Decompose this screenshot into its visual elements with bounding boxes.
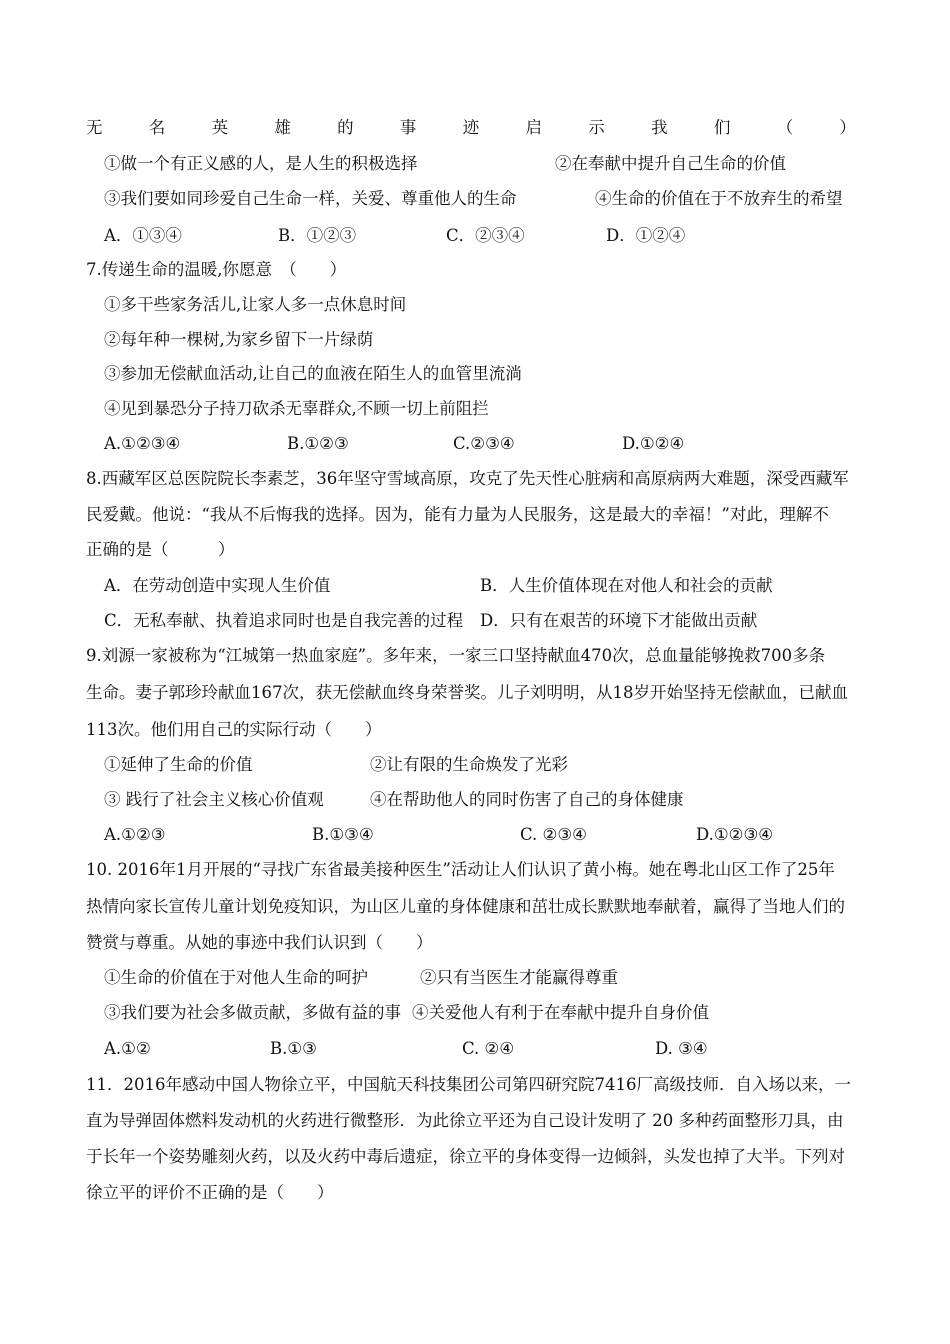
q6-option-a: A．①③④ <box>104 226 182 245</box>
q6-stem-char: 启 <box>525 118 542 137</box>
q9-stem-line-1: 9.刘源一家被称为“江城第一热血家庭”。多年来，一家三口坚持献血470次，总血量能够挽救700多条 <box>86 646 826 665</box>
q9-stem-line-2: 生命。妻子郭珍玲献血167次，获无偿献血终身荣誉奖。儿子刘明明，从18岁开始坚持无偿献血，已献血 <box>86 683 848 702</box>
q9-stem-line-3: 113次。他们用自己的实际行动（ ） <box>86 720 382 739</box>
q6-item-2: ②在奉献中提升自己生命的价值 <box>555 154 786 173</box>
q8-stem-line-1: 8.西藏军区总医院院长李素芝，36年坚守雪域高原，攻克了先天性心脏病和高原病两大难题，深受西藏军 <box>86 469 849 488</box>
q9-item-2: ②让有限的生命焕发了光彩 <box>370 755 568 774</box>
q10-option-a: A.①② <box>104 1039 151 1058</box>
q6-stem-char: 英 <box>211 118 229 137</box>
q7-item-4: ④见到暴恐分子持刀砍杀无辜群众,不顾一切上前阻拦 <box>104 399 489 418</box>
q6-stem-char: 无 <box>86 118 103 137</box>
q7-item-3: ③参加无偿献血活动,让自己的血液在陌生人的血管里流淌 <box>104 364 522 383</box>
q9-option-d: D.①②③④ <box>696 825 774 844</box>
q8-option-c: C．无私奉献、执着追求同时也是自我完善的过程 <box>104 611 464 630</box>
q8-option-d: D．只有在艰苦的环境下才能做出贡献 <box>480 611 758 630</box>
q8-stem-line-3: 正确的是（ ） <box>86 540 235 559</box>
q6-stem-char: 迹 <box>462 118 480 137</box>
q9-item-4: ④在帮助他人的同时伤害了自己的身体健康 <box>370 790 684 809</box>
q7-item-1: ①多干些家务活儿,让家人多一点休息时间 <box>104 295 407 314</box>
q7-item-2: ②每年种一棵树,为家乡留下一片绿荫 <box>104 330 374 349</box>
q6-stem-char: （ <box>776 118 794 137</box>
q10-stem-line-2: 热情向家长宣传儿童计划免疫知识，为山区儿童的身体健康和茁壮成长默默地奉献着，赢得了当地人们的 <box>86 897 845 916</box>
q6-stem-char: 雄 <box>274 118 291 137</box>
q11-stem-line-4: 徐立平的评价不正确的是（ ） <box>86 1183 334 1202</box>
q8-option-a: A．在劳动创造中实现人生价值 <box>104 576 331 595</box>
q6-item-1: ①做一个有正义感的人，是人生的积极选择 <box>104 154 418 173</box>
q6-option-b: B．①②③ <box>278 226 357 245</box>
q11-stem-line-1: 11．2016年感动中国人物徐立平，中国航天科技集团公司第四研究院7416厂高级技师．自入场以来，一 <box>86 1075 851 1094</box>
q6-stem-char: 名 <box>148 118 166 137</box>
q10-option-c: C. ②④ <box>462 1039 515 1058</box>
q10-option-d: D. ③④ <box>655 1039 708 1058</box>
q6-item-3: ③我们要如同珍爱自己生命一样，关爱、尊重他人的生命 <box>104 189 517 208</box>
q6-stem <box>86 117 856 139</box>
q10-item-1: ①生命的价值在于对他人生命的呵护 <box>104 968 368 987</box>
q6-item-4: ④生命的价值在于不放弃生的希望 <box>595 189 843 208</box>
q6-stem-char: 我 <box>651 118 668 137</box>
q8-stem-line-2: 民爱戴。他说：“我从不后悔我的选择。因为，能有力量为人民服务，这是最大的幸福！”对此，理解不 <box>86 505 829 524</box>
q10-stem-line-3: 赞赏与尊重。从她的事迹中我们认识到（ ） <box>86 933 433 952</box>
q7-option-a: A.①②③④ <box>104 434 181 453</box>
q6-stem-char: 们 <box>713 118 731 137</box>
q9-item-1: ①延伸了生命的价值 <box>104 755 253 774</box>
q9-item-3: ③ 践行了社会主义核心价值观 <box>104 790 324 809</box>
q8-option-b: B．人生价值体现在对他人和社会的贡献 <box>480 576 773 595</box>
q7-option-d: D.①②④ <box>622 434 685 453</box>
q6-stem-char: 事 <box>399 118 417 137</box>
q10-option-b: B.①③ <box>270 1039 317 1058</box>
q6-stem-char: 示 <box>588 118 605 137</box>
q11-stem-line-2: 直为导弹固体燃料发动机的火药进行微整形．为此徐立平还为自己设计发明了 20 多种药面整形刀具，由 <box>86 1111 844 1130</box>
q9-option-b: B.①③④ <box>312 825 374 844</box>
q10-item-3: ③我们要为社会多做贡献，多做有益的事 <box>104 1003 401 1022</box>
q6-stem-char: ） <box>839 118 856 137</box>
q7-option-c: C.②③④ <box>453 434 515 453</box>
q6-option-c: C．②③④ <box>446 226 525 245</box>
q9-option-a: A.①②③ <box>104 825 166 844</box>
q6-stem-char: 的 <box>337 118 354 137</box>
q10-stem-line-1: 10. 2016年1月开展的“寻找广东省最美接种医生”活动让人们认识了黄小梅。她在粤北山区工作了25年 <box>86 860 835 879</box>
q6-option-d: D．①②④ <box>606 226 686 245</box>
q7-stem: 7.传递生命的温暖,你愿意 （ ） <box>86 260 347 279</box>
q9-option-c: C. ②③④ <box>520 825 587 844</box>
q10-item-2: ②只有当医生才能赢得尊重 <box>420 968 618 987</box>
q11-stem-line-3: 于长年一个姿势雕刻火药，以及火药中毒后遗症，徐立平的身体变得一边倾斜，头发也掉了大半。下列对 <box>86 1147 845 1166</box>
q7-option-b: B.①②③ <box>287 434 349 453</box>
q10-item-4: ④关爱他人有利于在奉献中提升自身价值 <box>412 1003 709 1022</box>
